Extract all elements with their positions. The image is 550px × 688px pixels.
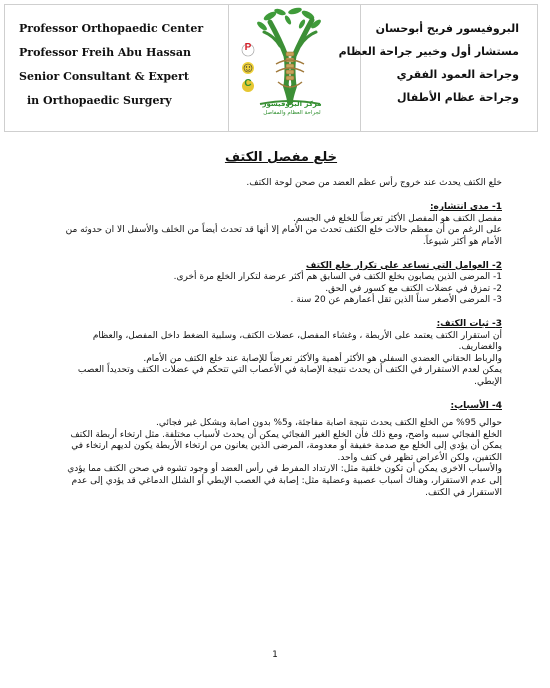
logo-letter-p: P	[244, 42, 252, 53]
doctor-specialty-ar-2: وجراحة عظام الأطفال	[397, 91, 519, 104]
doctor-name-en: Professor Freih Abu Hassan	[19, 46, 191, 59]
logo-caption-sub: لجراحة العظام والمفاصل	[263, 110, 321, 116]
section-stability	[60, 319, 502, 389]
section-paragraph: الخلع الفجائي سببه واضح، ومع ذلك فأن الخلع الغير الفجائي يمكن أن يحدث لأسباب مختلفة. مثل ارتخاء أربطة الكتف يمكن أن يؤدي إلى الخلع مع صدمة خفيفة أو معدومة، المرضى الذين يعانون من ارتخاء الأربطة يكون لديهم ارتخاء في الكتفين، ولكن الأعراض تظهر في كتف واحد.	[70, 429, 502, 463]
section-paragraph: مفصل الكتف هو المفصل الأكثر تعرضاً للخلع في الجسم.	[293, 213, 502, 224]
center-name-en: Professor Orthopaedic Center	[19, 22, 204, 35]
list-item: 2- تمزق في عضلات الكتف مع كسور في الحق.	[325, 283, 502, 294]
section-heading: 3- ثبات الكتف:	[436, 318, 502, 329]
doctor-specialty-ar-1: وجراحة العمود الفقري	[396, 68, 519, 81]
section-paragraph: يمكن لعدم الاستقرار في الكتف أن يحدث نتيجة الإصابة في الأعصاب التي تتحكم في عضلات الكتف وتحديداً العصب الإبطي.	[77, 365, 502, 387]
intro-paragraph: خلع الكتف يحدث عند خروج رأس عظم العضد من صحن لوحة الكتف.	[246, 177, 502, 188]
doctor-name-ar: البروفيسور فريح أبوحسان	[375, 22, 519, 35]
section-heading: 1- مدى انتشاره:	[429, 202, 502, 213]
header-divider	[228, 5, 229, 131]
section-causes	[60, 401, 502, 500]
section-paragraph: والأسباب الاخرى يمكن أن تكون خلقية مثل: الارتداد المفرط في رأس العضد أو وجود تشوه في صحن الكتف مما يؤدي إلى عدم الاستقرار، وهناك أسباب عصبية وعضلية مثل: إصابة في العصب الإبطي أو الشلل الدماغي قد يؤدي إلى عدم الاستقرار في الكتف.	[67, 464, 502, 498]
section-heading: 2- العوامل التي تساعد على تكرار خلع الكتف	[305, 260, 502, 271]
section-prevalence	[60, 202, 502, 248]
logo-caption	[252, 100, 332, 118]
section-paragraph: أن استقرار الكتف يعتمد على الأربطة ، وغشاء المفصل، عضلات الكتف، وسلبية الضغط داخل المفصل، والعظام والغضاريف.	[92, 330, 502, 353]
list-item: 3- المرضى الأصغر سناً الذين تقل أعمارهم عن 20 سنة .	[290, 295, 502, 306]
english-letterhead	[19, 17, 203, 113]
section-paragraph: على الرغم من أن معظم حالات خلع الكتف تحدث من الأمام إلا أنها قد تحدث أيضاً من الخلف والأسفل الا ان حدوثه من الأمام هو أكثر شيوعاً.	[65, 225, 502, 247]
doctor-specialty-en: in Orthopaedic Surgery	[27, 94, 172, 107]
list-item: 1- المرضى الذين يصابون بخلع الكتف في السابق هم أكثر عرضة لتكرار الخلع مرة أخرى.	[173, 272, 502, 283]
document-title: خلع مفصل الكتف	[224, 150, 338, 165]
logo-letter-c: C	[244, 78, 252, 89]
arabic-letterhead	[339, 17, 519, 109]
doctor-title-ar: مستشار أول وخبير جراحة العظام	[338, 45, 519, 58]
page-number: 1	[272, 650, 278, 660]
section-paragraph: حوالي 95% من الخلع الكتف يحدث نتيجة اصابة مفاجئة، و5% بدون اصابة وبشكل غير فجائي.	[156, 418, 502, 429]
logo-caption-main: مركز البروفيسور	[262, 100, 322, 108]
section-recurrence-factors	[60, 261, 502, 307]
section-heading: 4- الأسباب:	[450, 400, 502, 411]
document-body	[60, 150, 502, 511]
doctor-title-en: Senior Consultant & Expert	[19, 70, 189, 83]
section-paragraph: والرباط الحقاني العضدي السفلي هو الأكثر أهمية والأكثر تعرضاً للإصابة عند خلع الكتف من الأمام.	[143, 353, 502, 364]
